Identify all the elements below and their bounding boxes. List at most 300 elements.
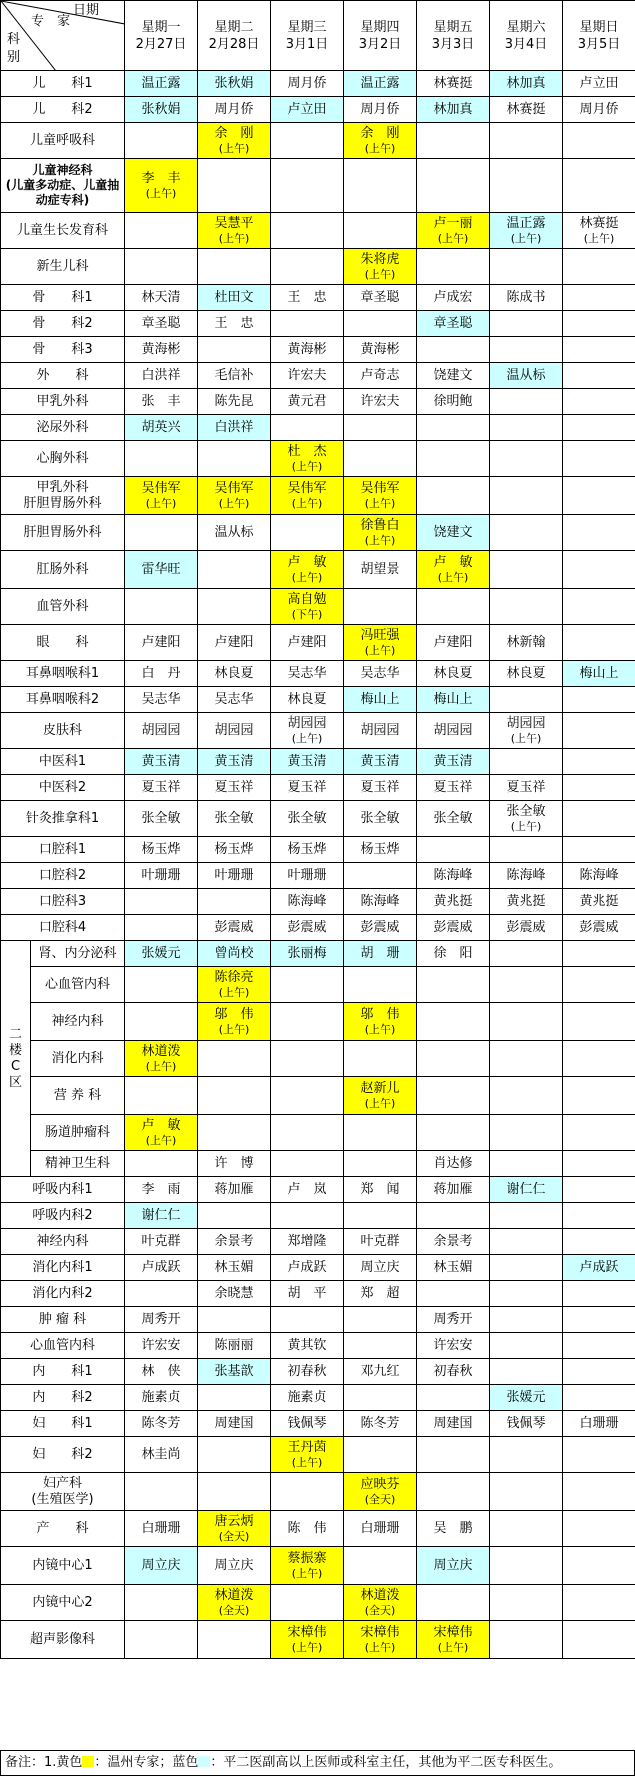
doctor-name: 曾尚校 <box>214 945 254 961</box>
schedule-cell <box>344 1115 417 1151</box>
schedule-cell <box>563 1115 635 1151</box>
schedule-cell <box>344 1437 417 1473</box>
schedule-cell <box>417 159 490 213</box>
schedule-cell <box>490 477 563 515</box>
schedule-cell <box>198 837 271 863</box>
schedule-cell <box>198 863 271 889</box>
doctor-name: 谢仁仁 <box>506 1181 546 1197</box>
dept-name: 骨 科2 <box>1 311 125 337</box>
schedule-cell <box>198 515 271 551</box>
schedule-cell <box>344 625 417 661</box>
schedule-cell <box>490 687 563 713</box>
dept-row <box>1 1411 635 1437</box>
schedule-cell <box>490 1003 563 1041</box>
doctor-name: 张 丰 <box>141 393 181 409</box>
doctor-name: 温从标 <box>214 524 254 540</box>
schedule-cell <box>344 1511 417 1547</box>
schedule-cell <box>344 285 417 311</box>
doctor-name: 周建国 <box>214 1415 254 1431</box>
schedule-cell <box>198 477 271 515</box>
session-note: (上午) <box>145 187 177 200</box>
doctor-name: 谢仁仁 <box>141 1207 181 1223</box>
dept-row <box>1 415 635 441</box>
schedule-cell <box>417 311 490 337</box>
group-label-char: C <box>10 1058 21 1074</box>
schedule-cell <box>563 477 635 515</box>
schedule-cell <box>563 1437 635 1473</box>
dept-row <box>1 159 635 213</box>
schedule-cell <box>417 123 490 159</box>
schedule-cell <box>563 1229 635 1255</box>
doctor-name: 杨玉烨 <box>214 841 254 857</box>
schedule-cell <box>271 249 344 285</box>
doctor-name: 蒋加雁 <box>214 1181 254 1197</box>
doctor-name: 吴 鹏 <box>433 1520 473 1536</box>
dept-name: 肠道肿瘤科 <box>31 1115 125 1151</box>
dept-name: 产 科 <box>1 1511 125 1547</box>
dept-row <box>1 1307 635 1333</box>
schedule-cell <box>417 941 490 967</box>
doctor-name: 施素贞 <box>287 1389 327 1405</box>
schedule-cell <box>344 687 417 713</box>
schedule-cell <box>490 71 563 97</box>
schedule-cell <box>417 1229 490 1255</box>
dept-row <box>1 661 635 687</box>
schedule-cell <box>198 249 271 285</box>
session-note: (上午) <box>218 1023 250 1036</box>
schedule-cell <box>125 801 198 837</box>
doctor-name: 白 丹 <box>141 665 181 681</box>
schedule-cell <box>125 1411 198 1437</box>
schedule-cell <box>490 775 563 801</box>
schedule-cell <box>198 625 271 661</box>
doctor-name: 白珊珊 <box>579 1415 619 1431</box>
schedule-cell <box>563 749 635 775</box>
doctor-name: 吴志华 <box>287 665 327 681</box>
day-weekday: 星期二 <box>214 19 254 35</box>
dept-row <box>1 515 635 551</box>
day-weekday: 星期一 <box>141 19 181 35</box>
doctor-name: 胡园园 <box>433 722 473 738</box>
doctor-name: 余 刚 <box>360 126 400 141</box>
dept-name: 口腔科3 <box>1 889 125 915</box>
schedule-cell <box>563 285 635 311</box>
schedule-cell <box>344 863 417 889</box>
doctor-name: 彭震威 <box>433 919 473 935</box>
doctor-name: 邬 伟 <box>360 1007 400 1022</box>
dept-name: 儿童神经科 (儿童多动症、儿童抽动症专科) <box>1 159 125 213</box>
doctor-name: 胡 平 <box>287 1285 327 1301</box>
schedule-cell <box>198 915 271 941</box>
schedule-cell <box>563 625 635 661</box>
corner-date-label: 日期 <box>73 3 100 18</box>
schedule-cell <box>563 415 635 441</box>
schedule-cell <box>344 311 417 337</box>
schedule-cell <box>563 1511 635 1547</box>
schedule-cell <box>125 551 198 589</box>
schedule-cell <box>271 1281 344 1307</box>
schedule-cell <box>125 213 198 249</box>
schedule-cell <box>125 863 198 889</box>
schedule-cell <box>125 749 198 775</box>
schedule-cell <box>490 1115 563 1151</box>
session-note: (上午) <box>510 232 542 245</box>
doctor-name: 毛信补 <box>214 367 254 383</box>
schedule-cell <box>417 801 490 837</box>
dept-row <box>1 1041 635 1077</box>
schedule-cell <box>417 441 490 477</box>
group-label-char: 二 <box>8 1026 22 1042</box>
session-note: (上午) <box>510 732 542 745</box>
schedule-cell <box>198 97 271 123</box>
doctor-name: 胡望景 <box>360 561 400 577</box>
dept-row <box>1 1151 635 1177</box>
dept-name: 中医科2 <box>1 775 125 801</box>
group-label-char: 区 <box>8 1074 22 1090</box>
blue-swatch <box>198 1756 210 1767</box>
schedule-cell <box>490 1385 563 1411</box>
doctor-name: 高自勉 <box>287 592 327 607</box>
schedule-cell <box>125 1151 198 1177</box>
schedule-cell <box>490 1437 563 1473</box>
schedule-cell <box>417 1307 490 1333</box>
doctor-name: 徐 阳 <box>433 945 473 961</box>
session-note: (上午) <box>364 1097 396 1110</box>
schedule-cell <box>125 249 198 285</box>
doctor-name: 林良夏 <box>214 665 254 681</box>
schedule-cell <box>125 941 198 967</box>
dept-row <box>1 337 635 363</box>
dept-name: 呼吸内科2 <box>1 1203 125 1229</box>
corner-expert-label: 专 家 <box>31 14 71 29</box>
doctor-name: 郑增隆 <box>287 1233 327 1249</box>
schedule-cell <box>125 71 198 97</box>
dept-row <box>1 1281 635 1307</box>
day-date: 3月4日 <box>504 36 548 52</box>
doctor-name: 章圣聪 <box>141 315 181 331</box>
dept-name: 耳鼻咽喉科1 <box>1 661 125 687</box>
schedule-cell <box>417 1411 490 1437</box>
doctor-name: 林加真 <box>506 75 546 91</box>
doctor-name: 叶克群 <box>360 1233 400 1249</box>
schedule-cell <box>417 213 490 249</box>
schedule-cell <box>125 123 198 159</box>
doctor-name: 陈成书 <box>506 289 546 305</box>
dept-name: 呼吸内科1 <box>1 1177 125 1203</box>
doctor-name: 卢 敏 <box>287 555 327 570</box>
schedule-cell <box>490 1229 563 1255</box>
doctor-name: 李 雨 <box>141 1181 181 1197</box>
schedule-cell <box>125 1511 198 1547</box>
schedule-cell <box>563 1585 635 1621</box>
dept-name: 骨 科3 <box>1 337 125 363</box>
schedule-cell <box>344 1077 417 1115</box>
schedule-cell <box>198 1151 271 1177</box>
schedule-cell <box>490 123 563 159</box>
schedule-cell <box>563 1621 635 1659</box>
schedule-cell <box>344 661 417 687</box>
schedule-cell <box>490 589 563 625</box>
schedule-cell <box>417 1041 490 1077</box>
schedule-cell <box>344 213 417 249</box>
schedule-cell <box>490 889 563 915</box>
doctor-name: 林赛挺 <box>433 75 473 91</box>
doctor-name: 王 忠 <box>287 289 327 305</box>
doctor-name: 彭震威 <box>579 919 619 935</box>
session-note: (上午) <box>364 1641 396 1654</box>
session-note: (全天) <box>364 1604 396 1617</box>
schedule-cell <box>490 749 563 775</box>
doctor-name: 白洪祥 <box>141 367 181 383</box>
session-note: (上午) <box>437 571 469 584</box>
dept-name: 心胸外科 <box>1 441 125 477</box>
schedule-cell <box>490 801 563 837</box>
schedule-cell <box>271 1151 344 1177</box>
schedule-cell <box>490 1547 563 1585</box>
schedule-cell <box>563 363 635 389</box>
doctor-name: 饶建文 <box>433 367 473 383</box>
schedule-cell <box>563 687 635 713</box>
doctor-name: 吴伟军 <box>141 481 181 496</box>
dept-name: 儿 科2 <box>1 97 125 123</box>
doctor-name: 卢 敏 <box>141 1118 181 1133</box>
schedule-cell <box>198 285 271 311</box>
schedule-cell <box>198 1003 271 1041</box>
doctor-name: 饶建文 <box>433 524 473 540</box>
doctor-name: 黄海彬 <box>141 341 181 357</box>
doctor-name: 许 博 <box>214 1155 254 1171</box>
schedule-cell <box>271 837 344 863</box>
dept-name: 儿童呼吸科 <box>1 123 125 159</box>
schedule-cell <box>344 713 417 749</box>
session-note: (下午) <box>291 608 323 621</box>
schedule-cell <box>271 515 344 551</box>
schedule-cell <box>271 415 344 441</box>
dept-name: 甲乳外科 <box>1 389 125 415</box>
session-note: (全天) <box>218 1530 250 1543</box>
schedule-cell <box>125 775 198 801</box>
schedule-cell <box>563 837 635 863</box>
doctor-name: 余晓慧 <box>214 1285 254 1301</box>
schedule-cell <box>490 837 563 863</box>
doctor-name: 徐鲁白 <box>360 518 400 533</box>
schedule-cell <box>125 1177 198 1203</box>
schedule-cell <box>125 285 198 311</box>
schedule-cell <box>417 1203 490 1229</box>
dept-row <box>1 1229 635 1255</box>
doctor-name: 白珊珊 <box>360 1520 400 1536</box>
schedule-cell <box>563 1041 635 1077</box>
schedule-cell <box>271 625 344 661</box>
schedule-cell <box>417 1585 490 1621</box>
day-header <box>198 1 271 71</box>
doctor-name: 黄其钦 <box>287 1337 327 1353</box>
dept-row <box>1 1115 635 1151</box>
schedule-cell <box>125 1385 198 1411</box>
schedule-cell <box>125 97 198 123</box>
doctor-name: 邓九红 <box>360 1363 400 1379</box>
schedule-cell <box>198 1307 271 1333</box>
session-note: (上午) <box>364 268 396 281</box>
session-note: (上午) <box>291 1567 323 1580</box>
doctor-name: 黄玉清 <box>433 753 473 769</box>
schedule-cell <box>271 1115 344 1151</box>
schedule-cell <box>490 967 563 1003</box>
schedule-cell <box>417 551 490 589</box>
schedule-cell <box>417 863 490 889</box>
dept-name: 口腔科4 <box>1 915 125 941</box>
schedule-cell <box>125 389 198 415</box>
day-date: 2月27日 <box>135 36 187 52</box>
schedule-cell <box>490 159 563 213</box>
schedule-cell <box>490 285 563 311</box>
schedule-cell <box>198 967 271 1003</box>
schedule-cell <box>490 1511 563 1547</box>
schedule-cell <box>271 661 344 687</box>
dept-name: 妇产科 (生殖医学) <box>1 1473 125 1511</box>
session-note: (上午) <box>145 1134 177 1147</box>
dept-row <box>1 1333 635 1359</box>
schedule-cell <box>344 159 417 213</box>
schedule-cell <box>417 1385 490 1411</box>
doctor-name: 黄玉清 <box>214 753 254 769</box>
schedule-cell <box>490 1411 563 1437</box>
doctor-name: 夏玉祥 <box>214 779 254 795</box>
schedule-cell <box>490 441 563 477</box>
doctor-name: 吴慧平 <box>214 216 254 231</box>
day-date: 3月3日 <box>431 36 475 52</box>
doctor-name: 张全敏 <box>360 810 400 826</box>
schedule-cell <box>344 1177 417 1203</box>
doctor-name: 黄玉清 <box>360 753 400 769</box>
schedule-cell <box>271 159 344 213</box>
dept-name: 眼 科 <box>1 625 125 661</box>
schedule-cell <box>490 1359 563 1385</box>
doctor-name: 陈海峰 <box>579 867 619 883</box>
doctor-name: 夏玉祥 <box>141 779 181 795</box>
doctor-name: 胡园园 <box>360 722 400 738</box>
schedule-cell <box>417 71 490 97</box>
doctor-name: 张全敏 <box>287 810 327 826</box>
doctor-name: 叶珊珊 <box>214 867 254 883</box>
schedule-cell <box>198 589 271 625</box>
schedule-cell <box>417 1255 490 1281</box>
schedule-cell <box>271 967 344 1003</box>
session-note: (上午) <box>437 232 469 245</box>
schedule-cell <box>271 1585 344 1621</box>
schedule-cell <box>198 713 271 749</box>
doctor-name: 周秀开 <box>141 1311 181 1327</box>
dept-row <box>1 1511 635 1547</box>
doctor-name: 温从标 <box>506 367 546 383</box>
schedule-cell <box>271 1229 344 1255</box>
doctor-name: 应映芬 <box>360 1477 400 1492</box>
schedule-cell <box>271 1385 344 1411</box>
dept-row <box>1 249 635 285</box>
schedule-cell <box>125 311 198 337</box>
schedule-cell <box>271 285 344 311</box>
schedule-cell <box>417 837 490 863</box>
schedule-cell <box>417 415 490 441</box>
schedule-cell <box>417 97 490 123</box>
schedule-cell <box>125 415 198 441</box>
doctor-name: 张媛元 <box>141 945 181 961</box>
dept-name: 消化内科 <box>31 1041 125 1077</box>
doctor-name: 卢成跃 <box>579 1259 619 1275</box>
doctor-name: 卢成跃 <box>287 1259 327 1275</box>
session-note: (上午) <box>364 1023 396 1036</box>
schedule-cell <box>417 889 490 915</box>
dept-name: 精神卫生科 <box>31 1151 125 1177</box>
schedule-cell <box>198 1547 271 1585</box>
schedule-cell <box>417 477 490 515</box>
schedule-cell <box>563 1203 635 1229</box>
dept-row <box>1 97 635 123</box>
day-weekday: 星期五 <box>433 19 473 35</box>
schedule-cell <box>198 941 271 967</box>
doctor-name: 周月侨 <box>360 101 400 117</box>
schedule-cell <box>563 1473 635 1511</box>
schedule-cell <box>417 625 490 661</box>
schedule-cell <box>344 389 417 415</box>
schedule-cell <box>125 589 198 625</box>
doctor-name: 许宏夫 <box>287 367 327 383</box>
doctor-name: 周立庆 <box>433 1557 473 1573</box>
schedule-cell <box>198 1411 271 1437</box>
schedule-cell <box>344 1333 417 1359</box>
doctor-name: 陈海峰 <box>506 867 546 883</box>
schedule-cell <box>417 1281 490 1307</box>
schedule-cell <box>271 1359 344 1385</box>
schedule-cell <box>344 441 417 477</box>
schedule-cell <box>490 713 563 749</box>
schedule-cell <box>563 1547 635 1585</box>
doctor-name: 吴志华 <box>141 691 181 707</box>
schedule-cell <box>271 1621 344 1659</box>
schedule-cell <box>271 97 344 123</box>
schedule-cell <box>344 889 417 915</box>
dept-name: 甲乳外科 肝胆胃肠外科 <box>1 477 125 515</box>
schedule-cell <box>563 1003 635 1041</box>
schedule-cell <box>125 159 198 213</box>
doctor-name: 白珊珊 <box>141 1520 181 1536</box>
doctor-name: 许宏安 <box>433 1337 473 1353</box>
dept-name: 肿 瘤 科 <box>1 1307 125 1333</box>
schedule-cell <box>198 1077 271 1115</box>
schedule-cell <box>417 337 490 363</box>
session-note: (上午) <box>291 1641 323 1654</box>
corner-header <box>1 1 125 71</box>
dept-name: 肾、内分泌科 <box>31 941 125 967</box>
schedule-cell <box>344 1203 417 1229</box>
schedule-cell <box>125 967 198 1003</box>
schedule-cell <box>271 1041 344 1077</box>
doctor-name: 黄元君 <box>287 393 327 409</box>
schedule-cell <box>271 311 344 337</box>
schedule-cell <box>417 1437 490 1473</box>
dept-row <box>1 801 635 837</box>
day-header <box>563 1 635 71</box>
schedule-cell <box>344 97 417 123</box>
dept-row <box>1 1203 635 1229</box>
schedule-cell <box>344 1385 417 1411</box>
dept-name: 口腔科2 <box>1 863 125 889</box>
doctor-name: 林赛挺 <box>579 216 619 231</box>
dept-row <box>1 1437 635 1473</box>
schedule-cell <box>125 1333 198 1359</box>
schedule-cell <box>198 1229 271 1255</box>
schedule-cell <box>417 249 490 285</box>
